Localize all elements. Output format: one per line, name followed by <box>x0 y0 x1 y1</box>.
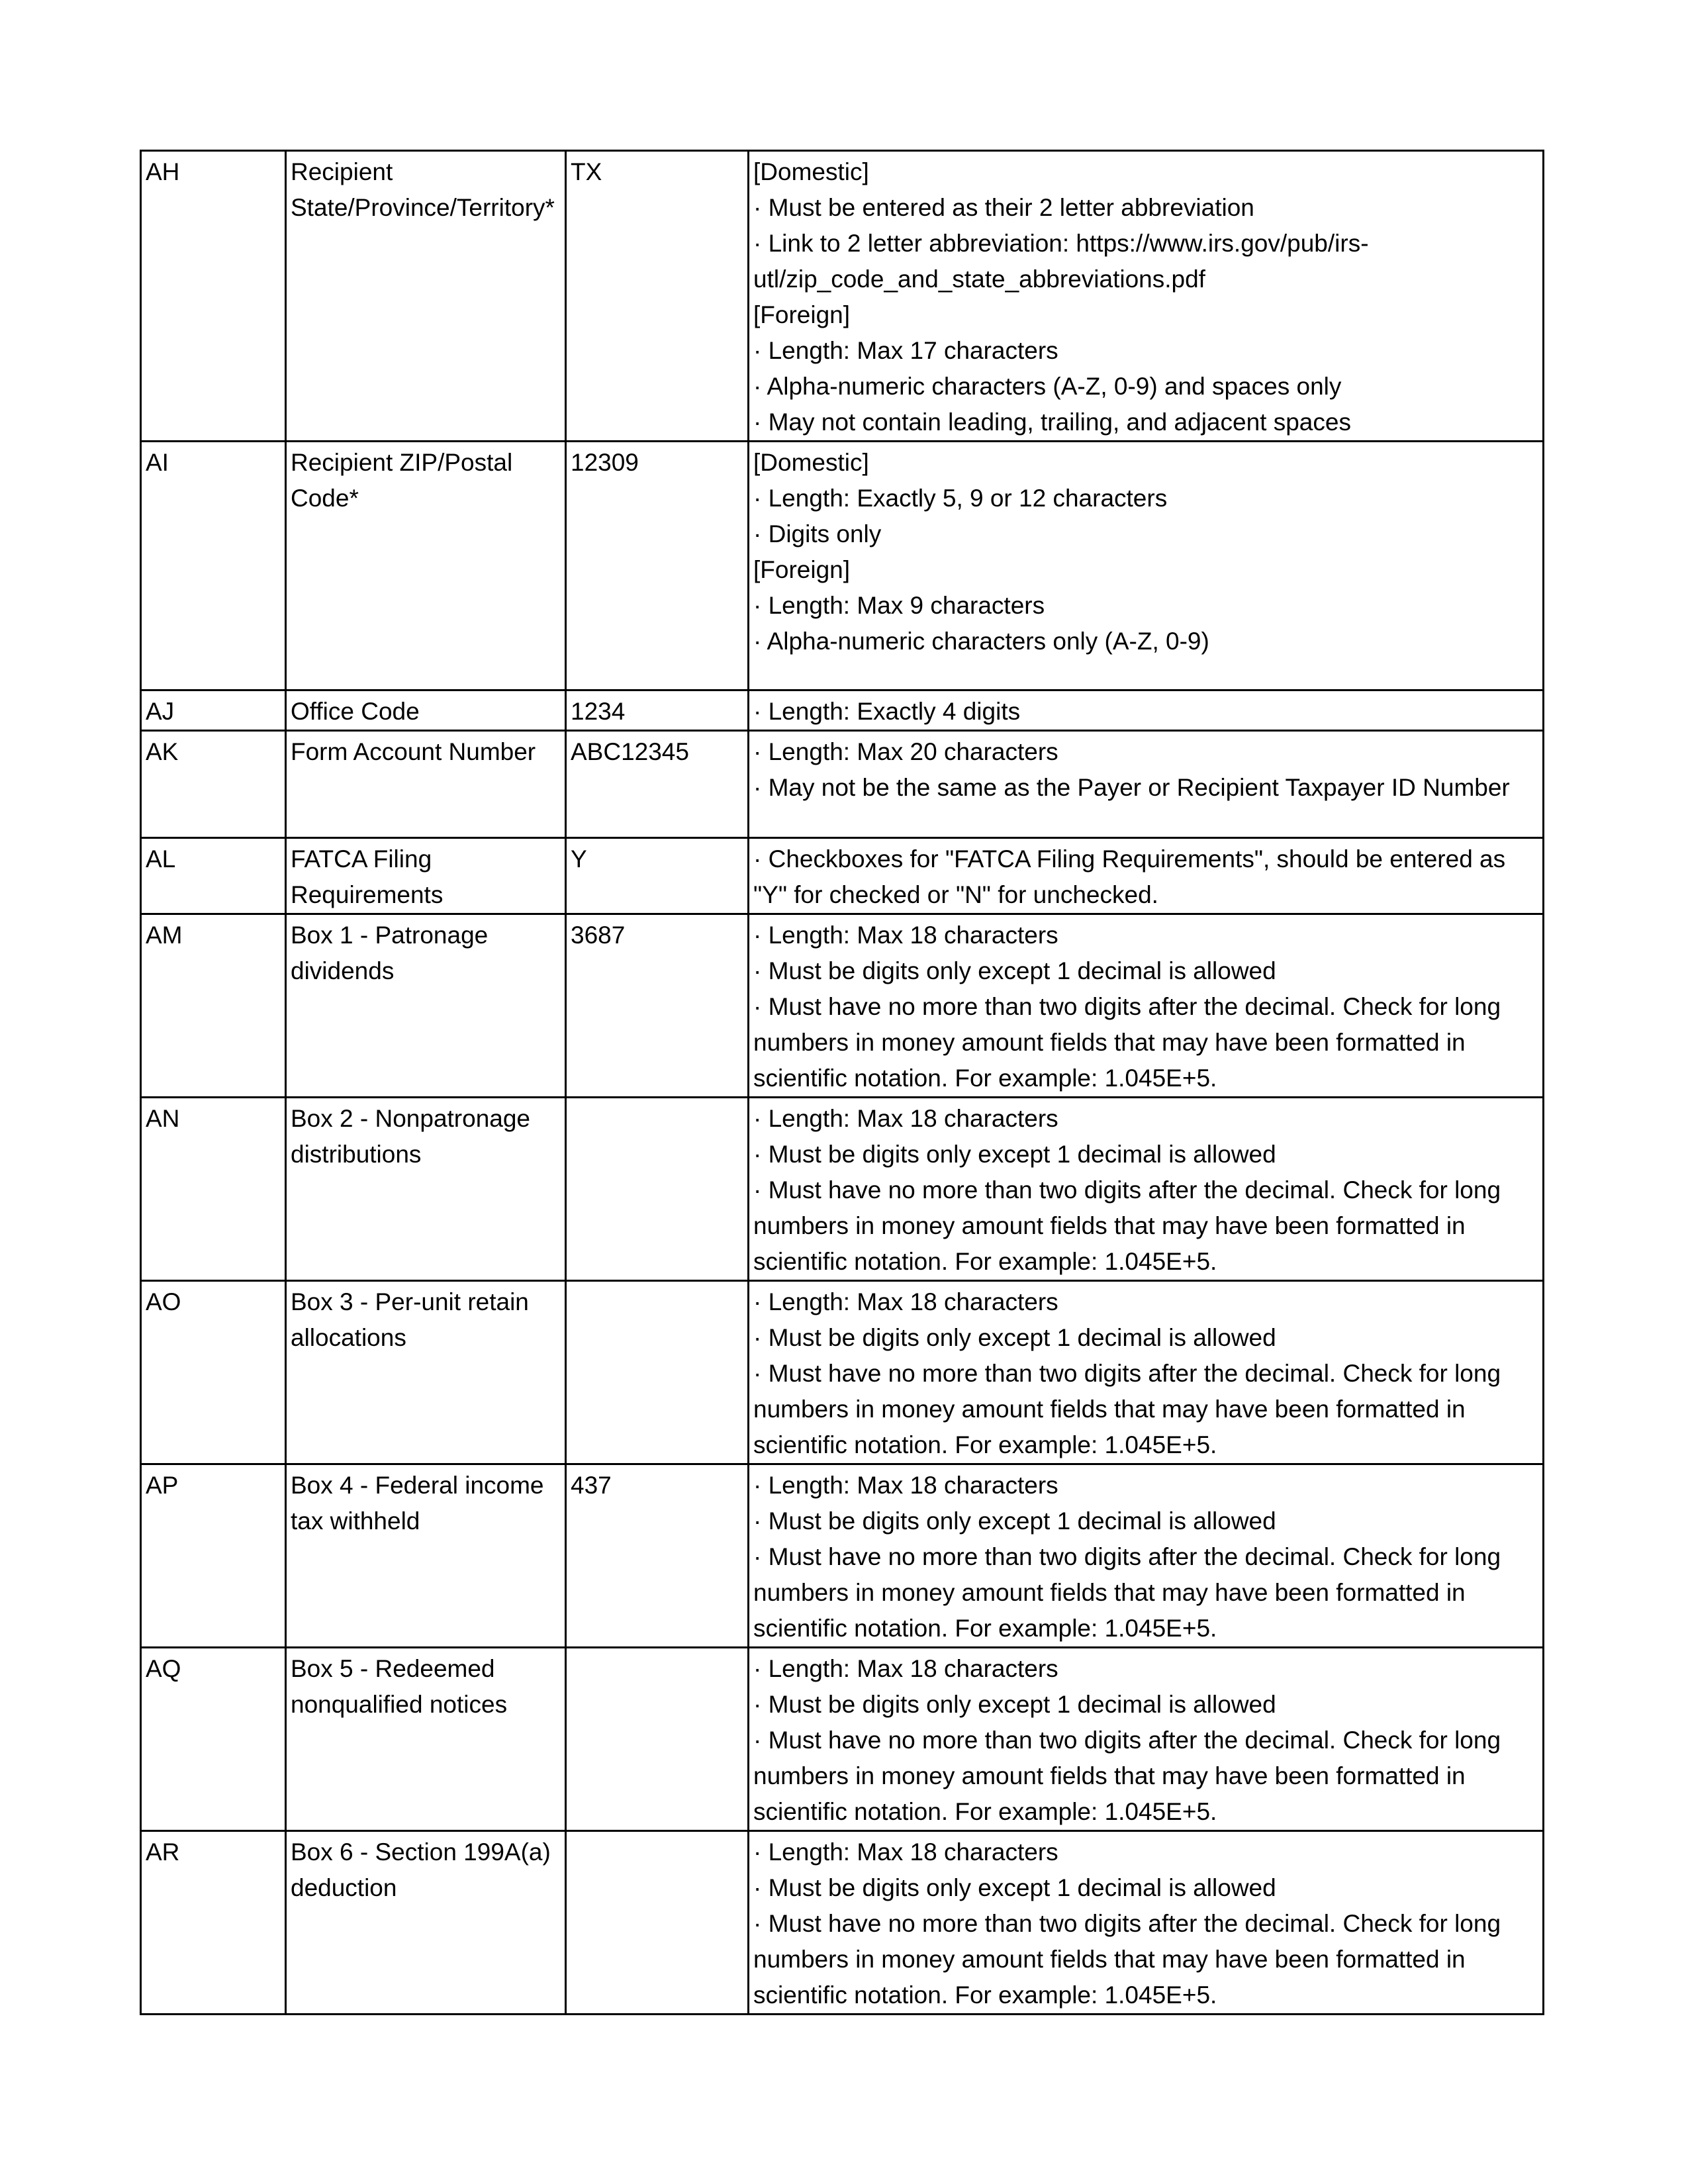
validation-rule-line: [Domestic] <box>753 449 869 476</box>
field-code-cell: AL <box>141 838 286 914</box>
validation-rule-line: · Must have no more than two digits after the decimal. Check for long numbers in money amount fields that may have been formatted in scientific notation. For example: 1.045E+5. <box>753 1910 1508 2009</box>
example-value-cell: TX <box>566 151 749 442</box>
validation-rule-line: · May not contain leading, trailing, and adjacent spaces <box>753 408 1351 436</box>
field-code-cell: AK <box>141 731 286 838</box>
validation-rule-line: · Must be digits only except 1 decimal is allowed <box>753 957 1276 984</box>
validation-rule-line: · Must be digits only except 1 decimal is allowed <box>753 1141 1276 1168</box>
example-value-cell: Y <box>566 838 749 914</box>
validation-rule-line: · Alpha-numeric characters (A-Z, 0-9) and spaces only <box>753 373 1342 400</box>
example-value-cell <box>566 1648 749 1831</box>
table-row <box>141 1648 1544 1831</box>
validation-rule-line: · Length: Max 20 characters <box>753 738 1058 765</box>
field-name-cell: Recipient State/Province/Territory* <box>286 151 566 442</box>
validation-rule-line: [Foreign] <box>753 301 851 328</box>
field-code-cell: AO <box>141 1281 286 1464</box>
validation-rule-line: · Length: Max 18 characters <box>753 1655 1058 1682</box>
example-value-cell: 1234 <box>566 690 749 731</box>
table-row <box>141 838 1544 914</box>
field-name-cell: Box 4 - Federal income tax withheld <box>286 1464 566 1648</box>
example-value-cell: ABC12345 <box>566 731 749 838</box>
field-name-cell: Box 3 - Per-unit retain allocations <box>286 1281 566 1464</box>
validation-rule-line: · Must be entered as their 2 letter abbreviation <box>753 194 1254 221</box>
validation-rules-cell <box>749 1831 1544 2015</box>
validation-rules-cell <box>749 1648 1544 1831</box>
validation-rules-cell <box>749 1098 1544 1281</box>
table-row <box>141 914 1544 1098</box>
validation-rule-line: · Must have no more than two digits after the decimal. Check for long numbers in money amount fields that may have been formatted in scientific notation. For example: 1.045E+5. <box>753 1727 1508 1825</box>
field-code-cell: AI <box>141 442 286 690</box>
table-row <box>141 1831 1544 2015</box>
example-value-cell <box>566 1281 749 1464</box>
table-row <box>141 1281 1544 1464</box>
validation-rule-line: · Link to 2 letter abbreviation: https://www.irs.gov/pub/irs-utl/zip_code_and_state_abbreviations.pdf <box>753 230 1369 293</box>
field-code-cell: AN <box>141 1098 286 1281</box>
field-code-cell: AM <box>141 914 286 1098</box>
validation-rule-line: · Must be digits only except 1 decimal is allowed <box>753 1324 1276 1351</box>
table-row <box>141 1098 1544 1281</box>
validation-rules-cell <box>749 1281 1544 1464</box>
validation-rule-line: · Length: Max 18 characters <box>753 1288 1058 1315</box>
validation-rule-line: · May not be the same as the Payer or Recipient Taxpayer ID Number <box>753 774 1510 801</box>
validation-rule-line: · Must be digits only except 1 decimal is allowed <box>753 1874 1276 1901</box>
validation-rule-line: · Length: Max 18 characters <box>753 1472 1058 1499</box>
validation-rule-line: · Alpha-numeric characters only (A-Z, 0-9) <box>753 628 1209 655</box>
field-name-cell: Box 2 - Nonpatronage distributions <box>286 1098 566 1281</box>
validation-rule-line: · Must have no more than two digits after the decimal. Check for long numbers in money amount fields that may have been formatted in scientific notation. For example: 1.045E+5. <box>753 993 1508 1092</box>
example-value-cell: 3687 <box>566 914 749 1098</box>
validation-rule-line: · Must have no more than two digits after the decimal. Check for long numbers in money amount fields that may have been formatted in scientific notation. For example: 1.045E+5. <box>753 1360 1508 1458</box>
validation-rule-line: · Length: Max 9 characters <box>753 592 1045 619</box>
validation-rule-line: · Length: Max 18 characters <box>753 1105 1058 1132</box>
example-value-cell <box>566 1831 749 2015</box>
field-spec-table <box>140 150 1544 2015</box>
field-name-cell: Recipient ZIP/Postal Code* <box>286 442 566 690</box>
validation-rule-line: · Length: Max 18 characters <box>753 922 1058 949</box>
validation-rule-line: [Foreign] <box>753 556 851 583</box>
field-name-cell: Box 6 - Section 199A(a) deduction <box>286 1831 566 2015</box>
field-code-cell: AP <box>141 1464 286 1648</box>
field-name-cell: Box 1 - Patronage dividends <box>286 914 566 1098</box>
validation-rules-cell <box>749 151 1544 442</box>
field-name-cell: Box 5 - Redeemed nonqualified notices <box>286 1648 566 1831</box>
validation-rules-cell <box>749 690 1544 731</box>
field-code-cell: AJ <box>141 690 286 731</box>
table-row <box>141 690 1544 731</box>
field-code-cell: AR <box>141 1831 286 2015</box>
validation-rule-line: · Length: Exactly 5, 9 or 12 characters <box>753 485 1168 512</box>
validation-rules-cell <box>749 838 1544 914</box>
table-row <box>141 731 1544 838</box>
example-value-cell: 12309 <box>566 442 749 690</box>
validation-rule-line: · Checkboxes for "FATCA Filing Requirements", should be entered as "Y" for checked or "N" for unchecked. <box>753 845 1513 908</box>
field-name-cell: Form Account Number <box>286 731 566 838</box>
validation-rule-line: · Length: Max 17 characters <box>753 337 1058 364</box>
validation-rule-line: · Length: Max 18 characters <box>753 1838 1058 1866</box>
validation-rule-line: · Must have no more than two digits after the decimal. Check for long numbers in money amount fields that may have been formatted in scientific notation. For example: 1.045E+5. <box>753 1176 1508 1275</box>
field-code-cell: AH <box>141 151 286 442</box>
table-row <box>141 151 1544 442</box>
table-row <box>141 1464 1544 1648</box>
field-name-cell: FATCA Filing Requirements <box>286 838 566 914</box>
validation-rules-cell <box>749 1464 1544 1648</box>
field-name-cell: Office Code <box>286 690 566 731</box>
validation-rules-cell <box>749 442 1544 690</box>
validation-rule-line: · Must be digits only except 1 decimal is allowed <box>753 1507 1276 1535</box>
validation-rule-line: · Length: Exactly 4 digits <box>753 698 1021 725</box>
validation-rule-line: · Must be digits only except 1 decimal is allowed <box>753 1691 1276 1718</box>
validation-rule-line: · Digits only <box>753 520 882 547</box>
example-value-cell <box>566 1098 749 1281</box>
example-value-cell: 437 <box>566 1464 749 1648</box>
validation-rule-line: [Domestic] <box>753 158 869 185</box>
field-spec-table-body <box>141 151 1544 2015</box>
field-code-cell: AQ <box>141 1648 286 1831</box>
validation-rules-cell <box>749 731 1544 838</box>
validation-rule-line: · Must have no more than two digits after the decimal. Check for long numbers in money amount fields that may have been formatted in scientific notation. For example: 1.045E+5. <box>753 1543 1508 1642</box>
validation-rules-cell <box>749 914 1544 1098</box>
table-row <box>141 442 1544 690</box>
